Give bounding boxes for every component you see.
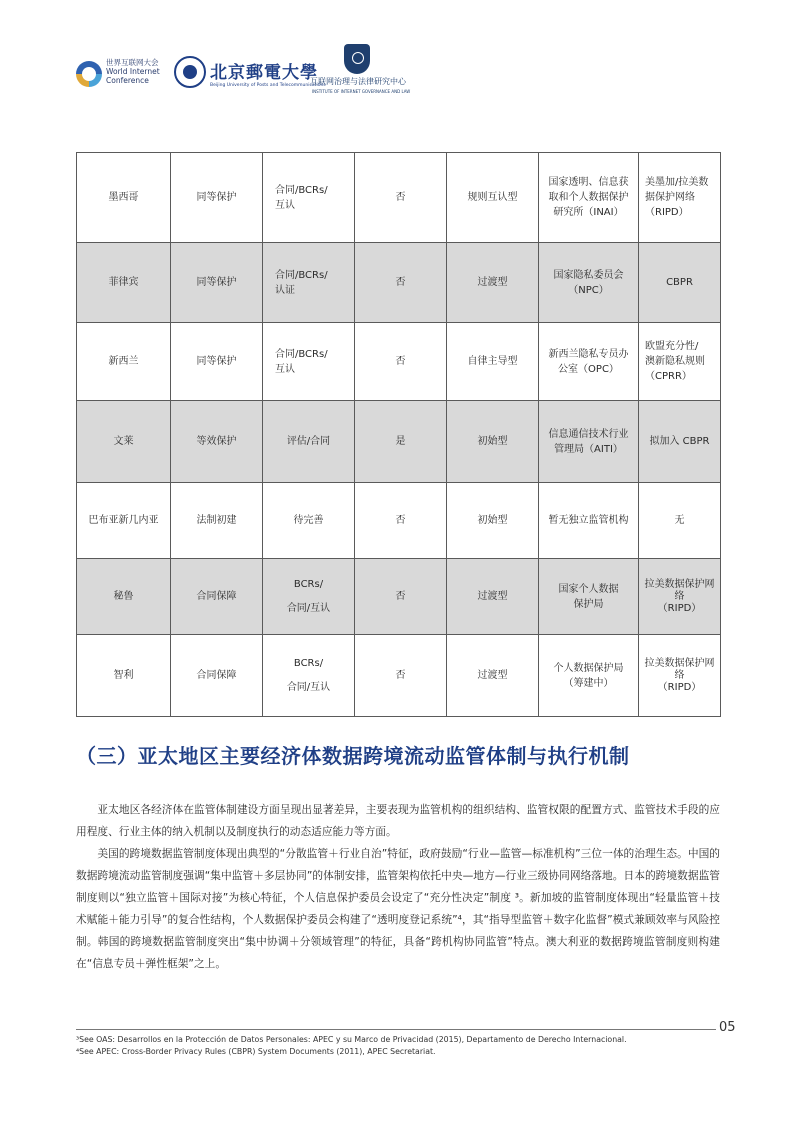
- type-cell: 过渡型: [447, 635, 539, 717]
- protection-cell: 合同保障: [171, 635, 263, 717]
- protection-cell: 合同保障: [171, 559, 263, 635]
- paragraph: 美国的跨境数据监管制度体现出典型的“分散监管＋行业自治”特征，政府鼓励“行业—监管—标准机构”三位一体的治理生态。中国的数据跨境流动监管制度强调“集中监管＋多层协同”的体制安排，监管架构依托中央—地方—行业三级协同网络落地。日本的跨境数据监管制度则以“独立监管＋国际对接”为核心特征，个人信息保护委员会设定了“充分性决定”制度 ³。新加坡的监管制度体现出“轻量监管＋技术赋能＋能力引导”的复合性结构，个人数据保护委员会构建了“透明度登记系统”⁴，其“指导型监管＋数字化监督”模式兼顾效率与风险控制。韩国的跨境数据监管制度突出“集中协调＋分领域管理”的特征，具备“跨机构协同监管”特点。澳大利亚的数据跨境监管制度则构建在“信息专员＋弹性框架”之上。: [76, 847, 720, 970]
- localization-cell: 否: [355, 243, 447, 323]
- wic-name-cn: 世界互联网大会: [106, 58, 159, 67]
- footnote: ⁴See APEC: Cross-Border Privacy Rules (CBPR) System Documents (2011), APEC Secretariat.: [76, 1047, 436, 1056]
- igl-name-cn: 互联网治理与法律研究中心: [310, 77, 406, 86]
- mechanism-cell: 合同/BCRs/ 互认: [263, 153, 355, 243]
- localization-cell: 否: [355, 153, 447, 243]
- table-row: [77, 401, 721, 483]
- localization-cell: 否: [355, 323, 447, 401]
- university-seal-icon: [174, 56, 206, 88]
- protection-cell: 法制初建: [171, 483, 263, 559]
- authority-cell: 国家个人数据 保护局: [539, 559, 639, 635]
- country-cell: 新西兰: [77, 323, 171, 401]
- igl-name-en: INSTITUTE OF INTERNET GOVERNANCE AND LAW: [312, 89, 411, 94]
- authority-cell: 国家透明、信息获 取和个人数据保护 研究所（INAI）: [539, 153, 639, 243]
- protection-cell: 等效保护: [171, 401, 263, 483]
- world-internet-conference-logo: [76, 58, 186, 92]
- body-text: [76, 799, 720, 975]
- country-cell: 菲律宾: [77, 243, 171, 323]
- localization-cell: 否: [355, 559, 447, 635]
- type-cell: 初始型: [447, 483, 539, 559]
- protection-cell: 同等保护: [171, 243, 263, 323]
- page-number: 05: [719, 1020, 736, 1035]
- protection-cell: 同等保护: [171, 153, 263, 243]
- country-cell: 巴布亚新几内亚: [77, 483, 171, 559]
- mechanism-cell: 合同/BCRs/ 认证: [263, 243, 355, 323]
- table-row: [77, 323, 721, 401]
- mechanism-cell: BCRs/ 合同/互认: [263, 635, 355, 717]
- authority-cell: 国家隐私委员会 （NPC）: [539, 243, 639, 323]
- regulation-comparison-table: [76, 152, 721, 717]
- authority-cell: 个人数据保护局 （筹建中）: [539, 635, 639, 717]
- type-cell: 过渡型: [447, 559, 539, 635]
- country-cell: 智利: [77, 635, 171, 717]
- mechanism-cell: BCRs/ 合同/互认: [263, 559, 355, 635]
- localization-cell: 否: [355, 483, 447, 559]
- protection-cell: 同等保护: [171, 323, 263, 401]
- network-cell: 无: [639, 483, 721, 559]
- type-cell: 自律主导型: [447, 323, 539, 401]
- footnotes: [76, 1034, 720, 1058]
- type-cell: 过渡型: [447, 243, 539, 323]
- table-row: [77, 243, 721, 323]
- internet-governance-institute-logo: [310, 44, 450, 100]
- table-row: [77, 153, 721, 243]
- paragraph: 亚太地区各经济体在监管体制建设方面呈现出显著差异，主要表现为监管机构的组织结构、监管权限的配置方式、监管技术手段的应用程度、行业主体的纳入机制以及制度执行的动态适应能力等方面。: [76, 803, 720, 838]
- authority-cell: 新西兰隐私专员办 公室（OPC）: [539, 323, 639, 401]
- network-cell: 拉美数据保护网络 （RIPD）: [639, 635, 721, 717]
- localization-cell: 否: [355, 635, 447, 717]
- footer-rule: [76, 1029, 716, 1030]
- globe-icon: [76, 61, 102, 87]
- section-heading: （三）亚太地区主要经济体数据跨境流动监管体制与执行机制: [76, 744, 630, 768]
- mechanism-cell: 评估/合同: [263, 401, 355, 483]
- country-cell: 文莱: [77, 401, 171, 483]
- type-cell: 规则互认型: [447, 153, 539, 243]
- mechanism-cell: 合同/BCRs/ 互认: [263, 323, 355, 401]
- institute-crest-icon: [344, 44, 370, 74]
- type-cell: 初始型: [447, 401, 539, 483]
- table-row: [77, 559, 721, 635]
- bupt-name-en: Beijing University of Posts and Telecommunications: [210, 83, 326, 88]
- network-cell: CBPR: [639, 243, 721, 323]
- network-cell: 拟加入 CBPR: [639, 401, 721, 483]
- bupt-logo: [174, 52, 326, 98]
- network-cell: 拉美数据保护网络 （RIPD）: [639, 559, 721, 635]
- network-cell: 美墨加/拉美数 据保护网络 （RIPD）: [639, 153, 721, 243]
- table-row: [77, 483, 721, 559]
- wic-name-en-line1: World Internet: [106, 67, 160, 76]
- table-row: [77, 635, 721, 717]
- country-cell: 墨西哥: [77, 153, 171, 243]
- authority-cell: 暂无独立监管机构: [539, 483, 639, 559]
- localization-cell: 是: [355, 401, 447, 483]
- country-cell: 秘鲁: [77, 559, 171, 635]
- wic-name-en-line2: Conference: [106, 76, 149, 85]
- authority-cell: 信息通信技术行业 管理局（AITI）: [539, 401, 639, 483]
- page-header: [76, 44, 736, 100]
- network-cell: 欧盟充分性/ 澳新隐私规则 （CPRR）: [639, 323, 721, 401]
- mechanism-cell: 待完善: [263, 483, 355, 559]
- bupt-name-cn: 北京郵電大學: [210, 63, 318, 83]
- footnote: ³See OAS: Desarrollos en la Protección de Datos Personales: APEC y su Marco de Privacidad (2015), Departamento de Derecho Internacional.: [76, 1035, 627, 1044]
